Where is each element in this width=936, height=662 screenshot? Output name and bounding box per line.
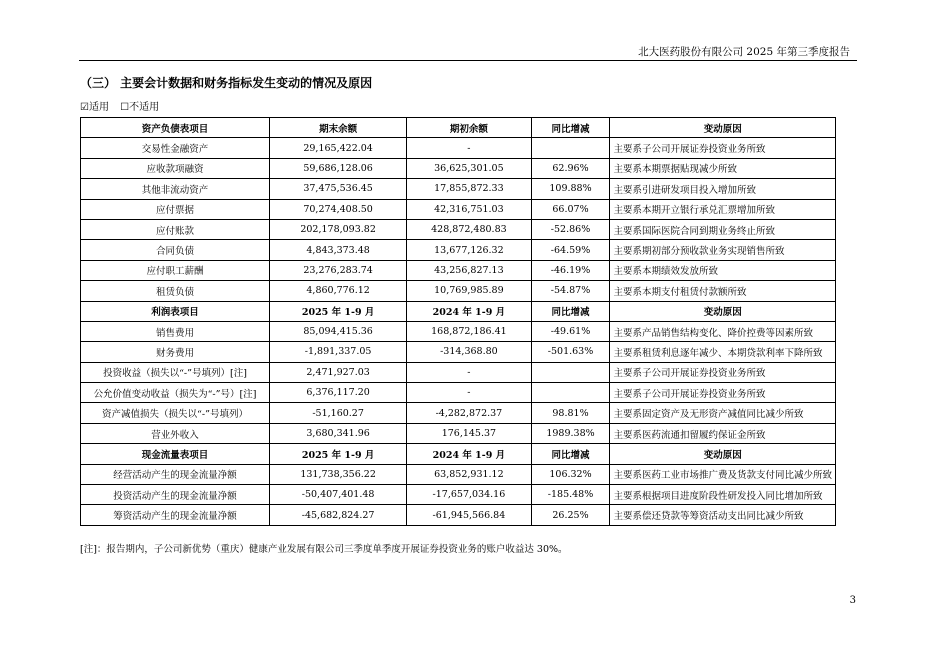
prior-value-cell: -: [407, 138, 531, 158]
current-value-cell: -50,407,401.48: [269, 485, 406, 505]
prior-value-cell: 36,625,301.05: [407, 158, 531, 178]
prior-value-cell: -: [407, 362, 531, 382]
table-row: [81, 219, 836, 239]
change-pct-cell: -54.87%: [531, 281, 610, 301]
item-name-cell: 经营活动产生的现金流量净额: [81, 464, 270, 484]
reason-cell: 主要系本期开立银行承兑汇票增加所致: [610, 199, 836, 219]
item-name-cell: 财务费用: [81, 342, 270, 362]
table-row: [81, 158, 836, 178]
item-name-cell: 合同负债: [81, 240, 270, 260]
income-statement-header-row: [81, 301, 836, 321]
item-name-cell: 投资收益（损失以“-”号填列）[注]: [81, 362, 270, 382]
reason-cell: 主要系租赁利息逐年减少、本期贷款利率下降所致: [610, 342, 836, 362]
change-pct-cell: -185.48%: [531, 485, 610, 505]
current-value-cell: 3,680,341.96: [269, 423, 406, 443]
current-value-cell: 23,276,283.74: [269, 260, 406, 280]
prior-value-cell: -4,282,872.37: [407, 403, 531, 423]
item-name-cell: 销售费用: [81, 321, 270, 341]
current-value-cell: 59,686,128.06: [269, 158, 406, 178]
column-header: 现金流量表项目: [81, 444, 270, 464]
reason-cell: 主要系医药工业市场推广费及货款支付同比减少所致: [610, 464, 836, 484]
current-value-cell: 37,475,536.45: [269, 179, 406, 199]
reason-cell: 主要系本期票据贴现减少所致: [610, 158, 836, 178]
reason-cell: 主要系产品销售结构变化、降价控费等因素所致: [610, 321, 836, 341]
item-name-cell: 其他非流动资产: [81, 179, 270, 199]
item-name-cell: 应付票据: [81, 199, 270, 219]
current-value-cell: 85,094,415.36: [269, 321, 406, 341]
prior-value-cell: 13,677,126.32: [407, 240, 531, 260]
change-pct-cell: -64.59%: [531, 240, 610, 260]
column-header: 2024 年 1-9 月: [407, 301, 531, 321]
item-name-cell: 应收款项融资: [81, 158, 270, 178]
reason-cell: 主要系子公司开展证券投资业务所致: [610, 383, 836, 403]
reason-cell: 主要系本期绩效发放所致: [610, 260, 836, 280]
change-pct-cell: 62.96%: [531, 158, 610, 178]
prior-value-cell: 176,145.37: [407, 423, 531, 443]
prior-value-cell: -61,945,566.84: [407, 505, 531, 525]
header-divider: [79, 60, 857, 61]
column-header: 期初余额: [407, 118, 531, 138]
item-name-cell: 资产减值损失（损失以“-”号填列）: [81, 403, 270, 423]
table-row: [81, 505, 836, 525]
reason-cell: 主要系根据项目进度阶段性研发投入同比增加所致: [610, 485, 836, 505]
prior-value-cell: 63,852,931.12: [407, 464, 531, 484]
prior-value-cell: 168,872,186.41: [407, 321, 531, 341]
prior-value-cell: 42,316,751.03: [407, 199, 531, 219]
current-value-cell: 6,376,117.20: [269, 383, 406, 403]
table-row: [81, 321, 836, 341]
prior-value-cell: 43,256,827.13: [407, 260, 531, 280]
column-header: 同比增减: [531, 301, 610, 321]
change-pct-cell: [531, 383, 610, 403]
table-row: [81, 199, 836, 219]
current-value-cell: 29,165,422.04: [269, 138, 406, 158]
column-header: 同比增减: [531, 118, 610, 138]
financial-changes-table: [80, 117, 836, 526]
change-pct-cell: 109.88%: [531, 179, 610, 199]
current-value-cell: 4,843,373.48: [269, 240, 406, 260]
column-header: 变动原因: [610, 118, 836, 138]
current-value-cell: 70,274,408.50: [269, 199, 406, 219]
change-pct-cell: -49.61%: [531, 321, 610, 341]
reason-cell: 主要系子公司开展证券投资业务所致: [610, 362, 836, 382]
prior-value-cell: -: [407, 383, 531, 403]
reason-cell: 主要系偿还贷款等筹资活动支出同比减少所致: [610, 505, 836, 525]
change-pct-cell: 26.25%: [531, 505, 610, 525]
current-value-cell: -1,891,337.05: [269, 342, 406, 362]
column-header: 同比增减: [531, 444, 610, 464]
table-row: [81, 403, 836, 423]
prior-value-cell: 17,855,872.33: [407, 179, 531, 199]
table-row: [81, 281, 836, 301]
report-header-title: 北大医药股份有限公司 2025 年第三季度报告: [638, 46, 850, 58]
prior-value-cell: -314,368.80: [407, 342, 531, 362]
prior-value-cell: 10,769,985.89: [407, 281, 531, 301]
current-value-cell: 2,471,927.03: [269, 362, 406, 382]
table-row: [81, 383, 836, 403]
footnote: [注]：报告期内，子公司新优势（重庆）健康产业发展有限公司三季度单季度开展证券投资业务的账户收益达 30%。: [80, 544, 568, 555]
table-row: [81, 423, 836, 443]
prior-value-cell: -17,657,034.16: [407, 485, 531, 505]
change-pct-cell: 106.32%: [531, 464, 610, 484]
table-row: [81, 138, 836, 158]
section-title: （三） 主要会计数据和财务指标发生变动的情况及原因: [80, 76, 373, 90]
column-header: 2025 年 1-9 月: [269, 444, 406, 464]
item-name-cell: 租赁负债: [81, 281, 270, 301]
column-header: 2024 年 1-9 月: [407, 444, 531, 464]
item-name-cell: 筹资活动产生的现金流量净额: [81, 505, 270, 525]
prior-value-cell: 428,872,480.83: [407, 219, 531, 239]
item-name-cell: 应付职工薪酬: [81, 260, 270, 280]
current-value-cell: -45,682,824.27: [269, 505, 406, 525]
change-pct-cell: 1989.38%: [531, 423, 610, 443]
table-row: [81, 485, 836, 505]
table-row: [81, 464, 836, 484]
change-pct-cell: [531, 362, 610, 382]
column-header: 2025 年 1-9 月: [269, 301, 406, 321]
column-header: 变动原因: [610, 301, 836, 321]
current-value-cell: 202,178,093.82: [269, 219, 406, 239]
change-pct-cell: -501.63%: [531, 342, 610, 362]
table-row: [81, 240, 836, 260]
cash-flow-header-row: [81, 444, 836, 464]
column-header: 资产负债表项目: [81, 118, 270, 138]
reason-cell: 主要系子公司开展证券投资业务所致: [610, 138, 836, 158]
current-value-cell: -51,160.27: [269, 403, 406, 423]
item-name-cell: 公允价值变动收益（损失为“-”号）[注]: [81, 383, 270, 403]
reason-cell: 主要系国际医院合同到期业务终止所致: [610, 219, 836, 239]
not-applicable-checkbox[interactable]: ☐不适用: [120, 102, 160, 113]
reason-cell: 主要系引进研发项目投入增加所致: [610, 179, 836, 199]
column-header: 利润表项目: [81, 301, 270, 321]
table-row: [81, 362, 836, 382]
item-name-cell: 营业外收入: [81, 423, 270, 443]
balance-sheet-header-row: [81, 118, 836, 138]
column-header: 变动原因: [610, 444, 836, 464]
table-row: [81, 260, 836, 280]
column-header: 期末余额: [269, 118, 406, 138]
change-pct-cell: [531, 138, 610, 158]
change-pct-cell: -46.19%: [531, 260, 610, 280]
reason-cell: 主要系固定资产及无形资产减值同比减少所致: [610, 403, 836, 423]
change-pct-cell: -52.86%: [531, 219, 610, 239]
item-name-cell: 投资活动产生的现金流量净额: [81, 485, 270, 505]
item-name-cell: 应付账款: [81, 219, 270, 239]
page-number: 3: [849, 595, 856, 606]
change-pct-cell: 66.07%: [531, 199, 610, 219]
item-name-cell: 交易性金融资产: [81, 138, 270, 158]
change-pct-cell: 98.81%: [531, 403, 610, 423]
table-row: [81, 342, 836, 362]
reason-cell: 主要系医药流通扣留履约保证金所致: [610, 423, 836, 443]
current-value-cell: 4,860,776.12: [269, 281, 406, 301]
applicability-options: [80, 98, 167, 113]
reason-cell: 主要系期初部分预收款业务实现销售所致: [610, 240, 836, 260]
applicable-checkbox[interactable]: ☑适用: [80, 102, 109, 113]
reason-cell: 主要系本期支付租赁付款额所致: [610, 281, 836, 301]
current-value-cell: 131,738,356.22: [269, 464, 406, 484]
table-row: [81, 179, 836, 199]
